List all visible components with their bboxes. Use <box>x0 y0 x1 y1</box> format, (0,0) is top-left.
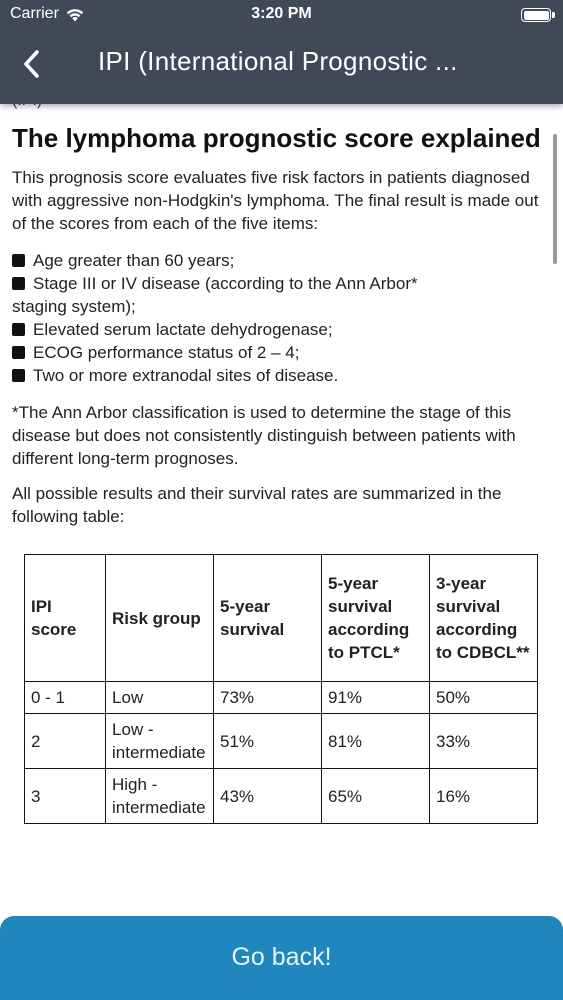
square-bullet-icon <box>12 254 25 267</box>
table-cell: 43% <box>214 769 322 824</box>
table-cell: 91% <box>322 682 430 714</box>
section-heading: The lymphoma prognostic score explained <box>12 123 541 153</box>
list-item <box>12 341 551 364</box>
table-cell: 3 <box>25 769 106 824</box>
carrier-label: Carrier <box>10 5 59 22</box>
table-cell: 16% <box>430 769 538 824</box>
battery-icon <box>521 8 551 22</box>
list-item-text: Stage III or IV disease (according to the Ann Arbor* <box>33 274 418 293</box>
list-item-text: Age greater than 60 years; <box>33 251 235 270</box>
table-row <box>25 769 538 824</box>
table-cell: 65% <box>322 769 430 824</box>
page-title: IPI (International Prognostic ... <box>98 46 458 76</box>
list-item-text-continued: staging system); <box>12 297 136 316</box>
square-bullet-icon <box>12 346 25 359</box>
scroll-indicator[interactable] <box>553 134 557 264</box>
status-time: 3:20 PM <box>251 5 312 22</box>
table-cell: 73% <box>214 682 322 714</box>
header-5yr-survival: 5-year survival <box>214 555 322 682</box>
table-cell: 0 - 1 <box>25 682 106 714</box>
list-item-text: ECOG performance status of 2 – 4; <box>33 343 300 362</box>
top-header <box>0 0 563 104</box>
nav-bar <box>0 30 563 104</box>
table-cell: Low - intermediate <box>106 714 214 769</box>
list-item-text: Elevated serum lactate dehydrogenase; <box>33 320 333 339</box>
table-cell: High - intermediate <box>106 769 214 824</box>
square-bullet-icon <box>12 369 25 382</box>
table-cell: 51% <box>214 714 322 769</box>
table-cell: 81% <box>322 714 430 769</box>
list-item <box>12 272 551 318</box>
header-3yr-cdbcl: 3-year survival according to CDBCL** <box>430 555 538 682</box>
risk-factor-list <box>12 249 551 387</box>
square-bullet-icon <box>12 323 25 336</box>
header-risk-group: Risk group <box>106 555 214 682</box>
table-cell: 2 <box>25 714 106 769</box>
back-button[interactable] <box>12 42 52 86</box>
list-item <box>12 364 551 387</box>
list-item-text: Two or more extranodal sites of disease. <box>33 366 339 385</box>
list-item <box>12 318 551 341</box>
survival-table <box>24 554 538 824</box>
go-back-button[interactable]: Go back! <box>0 916 563 1000</box>
table-row <box>25 714 538 769</box>
footnote-paragraph: *The Ann Arbor classification is used to determine the stage of this disease but does not consistently distinguish between patients with different long-term prognoses. <box>12 403 516 468</box>
table-cell: 50% <box>430 682 538 714</box>
table-intro-paragraph: All possible results and their survival rates are summarized in the following table: <box>12 484 502 526</box>
status-bar <box>0 0 563 30</box>
back-chevron-icon <box>22 49 42 79</box>
table-header-row <box>25 555 538 682</box>
list-item <box>12 249 551 272</box>
table-cell: 33% <box>430 714 538 769</box>
intro-paragraph: This prognosis score evaluates five risk factors in patients diagnosed with aggressive non-Hodgkin's lymphoma. The final result is made out of the scores from each of the five items: <box>12 168 539 233</box>
header-ipi-score: IPI score <box>25 555 106 682</box>
table-row <box>25 682 538 714</box>
header-5yr-ptcl: 5-year survival according to PTCL* <box>322 555 430 682</box>
content-scroll-area[interactable] <box>0 104 563 916</box>
square-bullet-icon <box>12 277 25 290</box>
table-cell: Low <box>106 682 214 714</box>
